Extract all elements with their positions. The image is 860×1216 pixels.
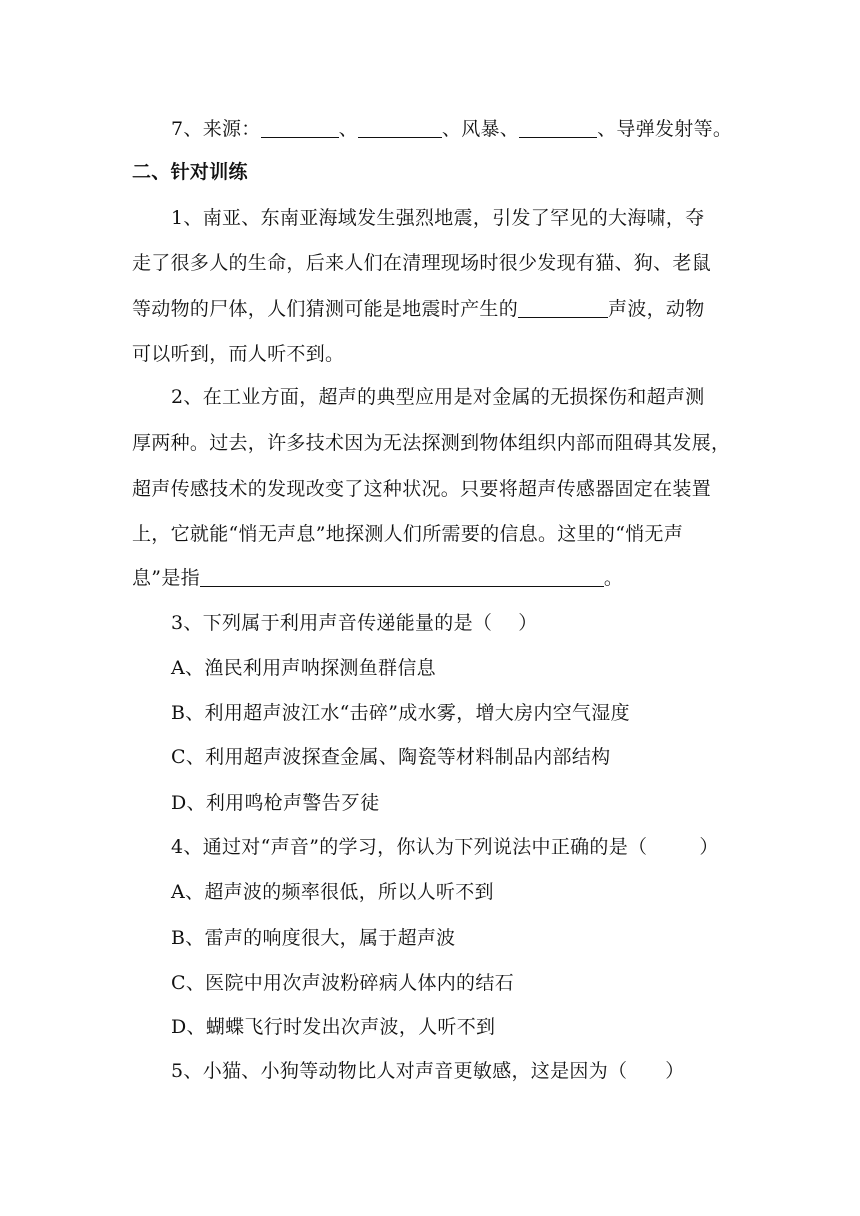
q1-line-4: 可以听到，而人听不到。 (132, 343, 345, 365)
q3-stem-prefix: 3、下列属于利用声音传递能量的是（ (171, 612, 493, 634)
q7-blank-3 (519, 117, 597, 138)
q4-option-a: A、超声波的频率很低，所以人听不到 (171, 881, 494, 903)
q1-line-1: 1、南亚、东南亚海域发生强烈地震，引发了罕见的大海啸，夺 (171, 207, 705, 229)
q2-line-5-suffix: 。 (603, 567, 624, 589)
q4-stem-suffix: ） (699, 836, 719, 858)
q5-stem-suffix: ） (665, 1060, 685, 1082)
q3-option-a: A、渔民利用声呐探测鱼群信息 (171, 657, 436, 679)
q2-line-4: 上，它就能“悄无声息”地探测人们所需要的信息。这里的“悄无声 (132, 523, 684, 545)
q7-sep1: 、 (338, 118, 358, 140)
q3-option-d: D、利用鸣枪声警告歹徒 (171, 792, 380, 814)
q3-option-b: B、利用超声波江水“击碎”成水雾，增大房内空气湿度 (171, 702, 630, 724)
q5-stem-prefix: 5、小猫、小狗等动物比人对声音更敏感，这是因为（ (171, 1060, 628, 1082)
q5-stem (171, 1059, 685, 1083)
q4-option-b: B、雷声的响度很大，属于超声波 (171, 927, 456, 949)
q2-line-2: 厚两种。过去，许多技术因为无法探测到物体组织内部而阻碍其发展， (132, 432, 731, 454)
q2-line-1: 2、在工业方面，超声的典型应用是对金属的无损探伤和超声测 (171, 386, 705, 408)
q2-line-3: 超声传感技术的发现改变了这种状况。只要将超声传感器固定在装置 (132, 478, 712, 500)
q7-blank-1 (261, 117, 339, 138)
q1-line-2: 走了很多人的生命，后来人们在清理现场时很少发现有猫、狗、老鼠 (132, 252, 712, 274)
q3-option-c: C、利用超声波探查金属、陶瓷等材料制品内部结构 (171, 746, 611, 768)
q3-stem-suffix: ） (518, 612, 538, 634)
q2-line-5-prefix: 息”是指 (132, 567, 200, 589)
q4-option-c: C、医院中用次声波粉碎病人体内的结石 (171, 972, 514, 994)
q7-sep2: 、风暴、 (441, 118, 520, 140)
q3-stem (171, 611, 538, 635)
q4-stem (171, 835, 719, 859)
section-title: 二、针对训练 (132, 161, 248, 183)
q7-prefix: 7、来源： (171, 118, 261, 140)
q2-line-5 (132, 566, 623, 590)
q7-suffix: 、导弹发射等。 (597, 118, 733, 140)
q7-line (171, 117, 732, 141)
q4-stem-prefix: 4、通过对“声音”的学习，你认为下列说法中正确的是（ (171, 836, 648, 858)
q1-line-3-prefix: 等动物的尸体，人们猜测可能是地震时产生的 (132, 298, 519, 320)
q1-line-3-suffix: 声波，动物 (608, 298, 705, 320)
q4-option-d: D、蝴蝶飞行时发出次声波，人听不到 (171, 1016, 496, 1038)
q2-blank (200, 566, 604, 587)
q7-blank-2 (358, 117, 442, 138)
q1-blank (518, 297, 608, 318)
q1-line-3 (132, 297, 705, 321)
